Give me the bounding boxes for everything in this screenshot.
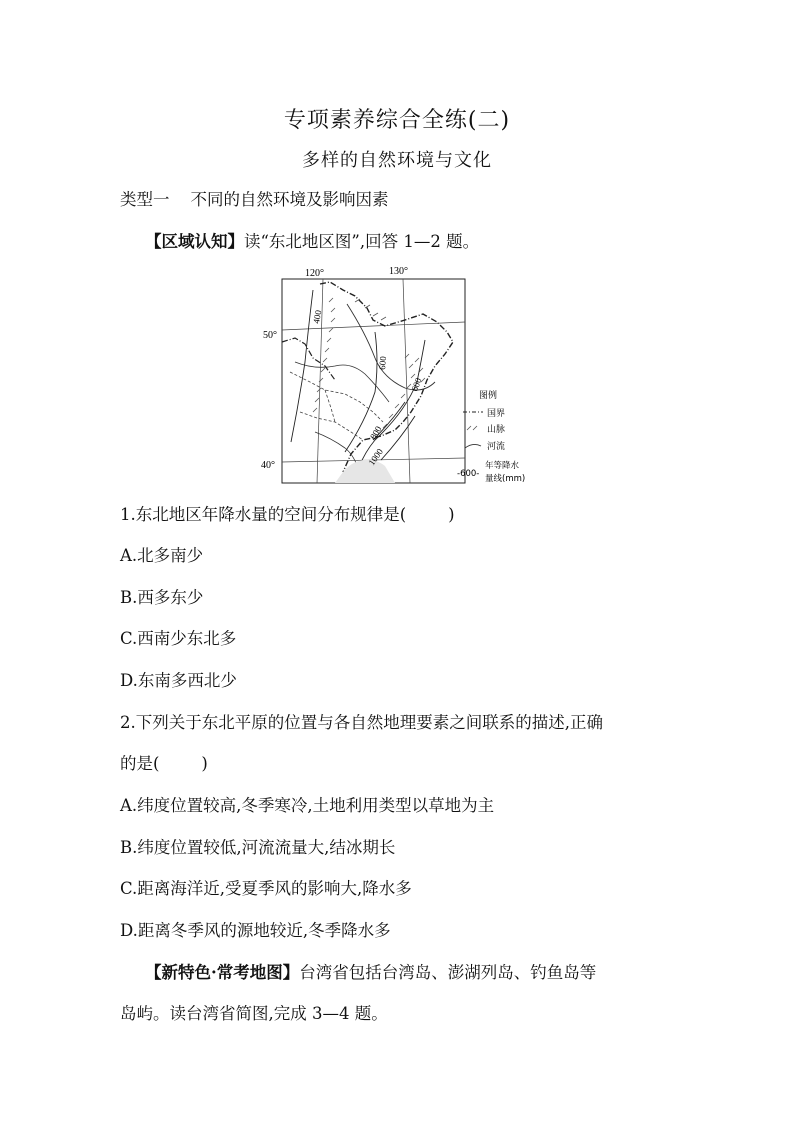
q1-option-d: D.东南多西北少 <box>120 671 237 690</box>
q2-stem-line-2: 的是( ) <box>120 754 208 773</box>
legend-isohyet-value: -600- <box>457 469 480 479</box>
q2-option-a: A.纬度位置较高,冬季寒冷,土地利用类型以草地为主 <box>120 796 495 815</box>
legend-item-border: 国界 <box>487 409 506 419</box>
legend-item-mountain: 山脉 <box>487 425 506 435</box>
intro-1-text: 读“东北地区图”,回答 1—2 题。 <box>244 232 480 251</box>
province-boundary <box>290 372 383 422</box>
q1-option-b: B.西多东少 <box>120 588 204 607</box>
legend-title: 图例 <box>479 391 498 401</box>
lon-label-130: 130° <box>389 266 408 277</box>
isohyet-label-1000: 1000 <box>366 446 385 468</box>
legend-mountain-symbol <box>467 426 477 430</box>
q2-stem-line-1: 2.下列关于东北平原的位置与各自然地理要素之间联系的描述,正确 <box>120 713 603 732</box>
q2-option-d: D.距离冬季风的源地较近,冬季降水多 <box>120 921 391 940</box>
isohyet-label-400: 400 <box>311 309 324 325</box>
section-heading: 类型一 不同的自然环境及影响因素 <box>120 190 389 209</box>
province-boundary <box>325 390 335 422</box>
river <box>295 362 389 402</box>
northeast-china-map <box>255 262 550 490</box>
lat-label-50: 50° <box>263 330 277 341</box>
intro-1-tag: 【区域认知】 <box>145 232 244 251</box>
intro-2-line-2: 岛屿。读台湾省简图,完成 3—4 题。 <box>120 1004 388 1023</box>
page-title: 专项素养综合全练(二) <box>283 108 511 133</box>
intro-2-line-1 <box>145 961 596 985</box>
intro-2-text-1: 台湾省包括台湾岛、澎湖列岛、钓鱼岛等 <box>299 963 597 982</box>
national-border-west <box>282 338 335 380</box>
national-border <box>320 282 453 472</box>
legend-item-river: 河流 <box>487 442 506 452</box>
legend-isohyet-label-1: 年等降水 <box>485 461 520 471</box>
legend-river-symbol <box>465 444 481 448</box>
legend-isohyet-label-2: 量线(mm) <box>485 474 526 484</box>
q1-option-a: A.北多南少 <box>120 546 204 565</box>
q1-stem: 1.东北地区年降水量的空间分布规律是( ) <box>120 505 455 524</box>
q2-option-b: B.纬度位置较低,河流流量大,结冰期长 <box>120 838 396 857</box>
meridian-130 <box>403 279 410 483</box>
page-subtitle: 多样的自然环境与文化 <box>302 150 492 171</box>
isohyet-label-800: 800 <box>368 424 384 441</box>
lon-label-120: 120° <box>305 268 324 279</box>
isohyet-1000 <box>381 416 415 460</box>
q2-option-c: C.距离海洋近,受夏季风的影响大,降水多 <box>120 879 412 898</box>
lat-label-40: 40° <box>261 460 275 471</box>
intro-2-tag: 【新特色·常考地图】 <box>145 963 300 982</box>
intro-1 <box>145 230 479 254</box>
sea-area <box>335 460 395 483</box>
isohyet-label-600-b: 600 <box>409 376 424 393</box>
river <box>347 304 435 390</box>
map-legend <box>457 389 525 484</box>
isohyet-label-600-a: 600 <box>377 355 389 371</box>
q1-option-c: C.西南少东北多 <box>120 629 237 648</box>
province-boundary <box>300 412 363 440</box>
